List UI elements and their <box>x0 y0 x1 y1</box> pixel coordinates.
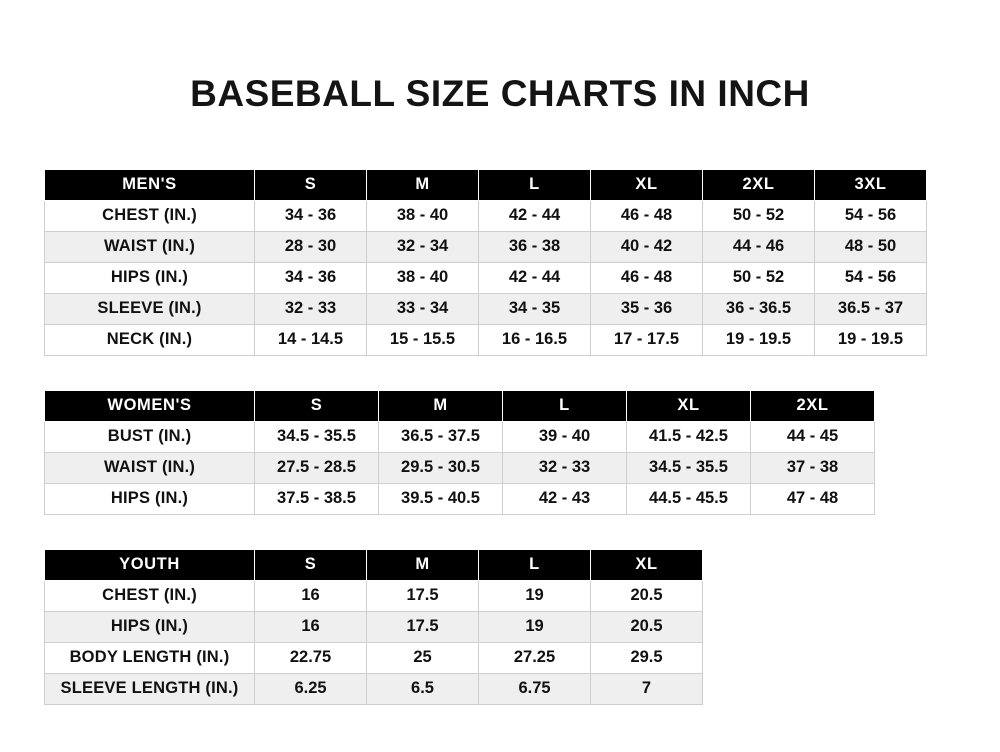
womens-header-size-2xl: 2XL <box>751 390 875 421</box>
cell: 16 <box>255 611 367 642</box>
cell: 20.5 <box>591 611 703 642</box>
row-label: NECK (IN.) <box>45 324 255 355</box>
row-label: HIPS (IN.) <box>45 262 255 293</box>
row-label: BODY LENGTH (IN.) <box>45 642 255 673</box>
row-label: HIPS (IN.) <box>45 483 255 514</box>
cell: 36.5 - 37 <box>815 293 927 324</box>
youth-table-body <box>45 580 703 704</box>
womens-header-label: WOMEN'S <box>45 390 255 421</box>
cell: 50 - 52 <box>703 262 815 293</box>
cell: 19 - 19.5 <box>703 324 815 355</box>
table-header-row <box>45 390 875 421</box>
womens-header-size-m: M <box>379 390 503 421</box>
table-spacer <box>44 382 956 390</box>
cell: 37.5 - 38.5 <box>255 483 379 514</box>
cell: 54 - 56 <box>815 262 927 293</box>
mens-header-size-m: M <box>367 169 479 200</box>
row-label: WAIST (IN.) <box>45 452 255 483</box>
table-row <box>45 673 703 704</box>
cell: 50 - 52 <box>703 200 815 231</box>
cell: 15 - 15.5 <box>367 324 479 355</box>
mens-table-body <box>45 200 927 355</box>
row-label: CHEST (IN.) <box>45 580 255 611</box>
cell: 32 - 34 <box>367 231 479 262</box>
cell: 34 - 36 <box>255 200 367 231</box>
cell: 38 - 40 <box>367 262 479 293</box>
womens-header-size-s: S <box>255 390 379 421</box>
cell: 33 - 34 <box>367 293 479 324</box>
cell: 16 <box>255 580 367 611</box>
cell: 6.5 <box>367 673 479 704</box>
row-label: SLEEVE (IN.) <box>45 293 255 324</box>
cell: 46 - 48 <box>591 200 703 231</box>
charts-container <box>0 169 1000 705</box>
cell: 34 - 36 <box>255 262 367 293</box>
youth-table-header <box>45 549 703 580</box>
cell: 34.5 - 35.5 <box>255 421 379 452</box>
cell: 29.5 - 30.5 <box>379 452 503 483</box>
youth-header-size-xl: XL <box>591 549 703 580</box>
cell: 7 <box>591 673 703 704</box>
cell: 39 - 40 <box>503 421 627 452</box>
table-row <box>45 452 875 483</box>
cell: 28 - 30 <box>255 231 367 262</box>
cell: 17.5 <box>367 611 479 642</box>
cell: 34.5 - 35.5 <box>627 452 751 483</box>
page-title: BASEBALL SIZE CHARTS IN INCH <box>190 73 810 114</box>
cell: 29.5 <box>591 642 703 673</box>
cell: 41.5 - 42.5 <box>627 421 751 452</box>
cell: 44 - 46 <box>703 231 815 262</box>
youth-header-size-l: L <box>479 549 591 580</box>
womens-table-body <box>45 421 875 514</box>
row-label: HIPS (IN.) <box>45 611 255 642</box>
cell: 6.75 <box>479 673 591 704</box>
table-row <box>45 421 875 452</box>
youth-header-size-s: S <box>255 549 367 580</box>
cell: 36.5 - 37.5 <box>379 421 503 452</box>
mens-size-table <box>44 169 927 356</box>
cell: 19 <box>479 580 591 611</box>
cell: 27.25 <box>479 642 591 673</box>
cell: 17.5 <box>367 580 479 611</box>
cell: 20.5 <box>591 580 703 611</box>
mens-header-label: MEN'S <box>45 169 255 200</box>
womens-header-size-l: L <box>503 390 627 421</box>
table-row <box>45 200 927 231</box>
cell: 54 - 56 <box>815 200 927 231</box>
table-spacer <box>44 541 956 549</box>
mens-header-size-xl: XL <box>591 169 703 200</box>
table-row <box>45 293 927 324</box>
womens-header-size-xl: XL <box>627 390 751 421</box>
table-header-row <box>45 169 927 200</box>
cell: 46 - 48 <box>591 262 703 293</box>
cell: 22.75 <box>255 642 367 673</box>
cell: 37 - 38 <box>751 452 875 483</box>
cell: 32 - 33 <box>503 452 627 483</box>
row-label: SLEEVE LENGTH (IN.) <box>45 673 255 704</box>
cell: 42 - 43 <box>503 483 627 514</box>
cell: 38 - 40 <box>367 200 479 231</box>
womens-size-table <box>44 390 875 515</box>
mens-header-size-s: S <box>255 169 367 200</box>
table-row <box>45 262 927 293</box>
cell: 42 - 44 <box>479 200 591 231</box>
table-row <box>45 580 703 611</box>
row-label: WAIST (IN.) <box>45 231 255 262</box>
cell: 27.5 - 28.5 <box>255 452 379 483</box>
mens-table-header <box>45 169 927 200</box>
row-label: BUST (IN.) <box>45 421 255 452</box>
cell: 36 - 38 <box>479 231 591 262</box>
cell: 39.5 - 40.5 <box>379 483 503 514</box>
table-header-row <box>45 549 703 580</box>
mens-header-size-3xl: 3XL <box>815 169 927 200</box>
table-row <box>45 324 927 355</box>
youth-header-label: YOUTH <box>45 549 255 580</box>
mens-header-size-l: L <box>479 169 591 200</box>
cell: 32 - 33 <box>255 293 367 324</box>
cell: 25 <box>367 642 479 673</box>
cell: 42 - 44 <box>479 262 591 293</box>
cell: 36 - 36.5 <box>703 293 815 324</box>
cell: 16 - 16.5 <box>479 324 591 355</box>
cell: 47 - 48 <box>751 483 875 514</box>
table-row <box>45 611 703 642</box>
cell: 14 - 14.5 <box>255 324 367 355</box>
cell: 17 - 17.5 <box>591 324 703 355</box>
row-label: CHEST (IN.) <box>45 200 255 231</box>
youth-size-table <box>44 549 703 705</box>
cell: 19 - 19.5 <box>815 324 927 355</box>
cell: 48 - 50 <box>815 231 927 262</box>
cell: 34 - 35 <box>479 293 591 324</box>
cell: 44 - 45 <box>751 421 875 452</box>
cell: 6.25 <box>255 673 367 704</box>
cell: 40 - 42 <box>591 231 703 262</box>
cell: 35 - 36 <box>591 293 703 324</box>
youth-header-size-m: M <box>367 549 479 580</box>
mens-header-size-2xl: 2XL <box>703 169 815 200</box>
cell: 44.5 - 45.5 <box>627 483 751 514</box>
table-row <box>45 231 927 262</box>
cell: 19 <box>479 611 591 642</box>
womens-table-header <box>45 390 875 421</box>
table-row <box>45 483 875 514</box>
table-row <box>45 642 703 673</box>
